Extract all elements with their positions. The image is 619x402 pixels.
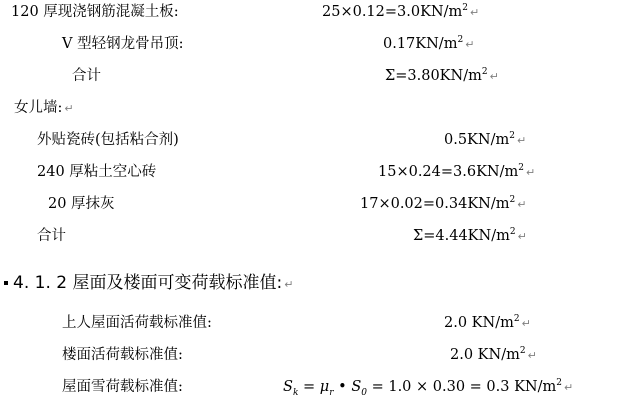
- roof-live-label: 上人屋面活荷载标准值:: [62, 315, 212, 331]
- paragraph-mark-icon: ↵: [564, 381, 574, 394]
- parapet-heading: 女儿墙: ↵: [14, 100, 74, 116]
- plaster-label: 20 厚抹灰: [48, 196, 115, 212]
- subtotal1-label: 合计: [72, 68, 101, 84]
- section-title: 屋面及楼面可变荷载标准值:: [72, 273, 283, 293]
- slab-label: 120 厚现浇钢筋混凝土板:: [11, 4, 179, 20]
- roof-live-value: 2.0 $KN/m^2$ ↵: [444, 314, 531, 331]
- paragraph-mark-icon: ↵: [64, 102, 74, 115]
- paragraph-mark-icon: ↵: [465, 38, 475, 51]
- paragraph-mark-icon: ↵: [521, 317, 531, 330]
- section-heading: [4, 273, 293, 295]
- paragraph-mark-icon: ↵: [517, 198, 527, 211]
- paragraph-mark-icon: ↵: [469, 6, 480, 19]
- tile-label: 外贴瓷砖(包括粘合剂): [37, 132, 179, 148]
- brick-value: $15\times 0.24=3.6KN/m^2$ ↵: [378, 163, 536, 180]
- paragraph-mark-icon: ↵: [517, 230, 527, 243]
- snow-label: 屋面雪荷载标准值:: [62, 379, 183, 395]
- snow-formula: $S_k = \mu_r$ • $S_0 = 1.0 \times 0.30 = 0.3$ $KN/m^2$ ↵: [283, 378, 574, 398]
- floor-live-value: 2.0 $KN/m^2$ ↵: [450, 346, 537, 363]
- ceiling-label: V 型轻钢龙骨吊顶:: [62, 36, 184, 52]
- subtotal2-label: 合计: [37, 228, 66, 244]
- paragraph-mark-icon: ↵: [516, 134, 527, 147]
- bullet-icon: [4, 281, 8, 285]
- tile-value: $0.5KN/m^2$ ↵: [444, 131, 527, 148]
- brick-label: 240 厚粘土空心砖: [37, 164, 157, 180]
- floor-live-label: 楼面活荷载标准值:: [62, 347, 183, 363]
- section-number: 4. 1. 2: [13, 273, 68, 293]
- paragraph-mark-icon: ↵: [525, 166, 536, 179]
- paragraph-mark-icon: ↵: [527, 349, 537, 362]
- slab-value: $25\times 0.12=3.0KN/m^2$ ↵: [322, 3, 480, 20]
- paragraph-mark-icon: ↵: [284, 278, 294, 291]
- subtotal1-value: $\Sigma=3.80KN/m^2$ ↵: [385, 67, 499, 84]
- plaster-value: $17\times 0.02=0.34KN/m^2$ ↵: [360, 195, 527, 212]
- paragraph-mark-icon: ↵: [489, 70, 499, 83]
- ceiling-value: $0.17KN/m^2$ ↵: [383, 35, 475, 52]
- subtotal2-value: $\Sigma=4.44KN/m^2$ ↵: [413, 227, 527, 244]
